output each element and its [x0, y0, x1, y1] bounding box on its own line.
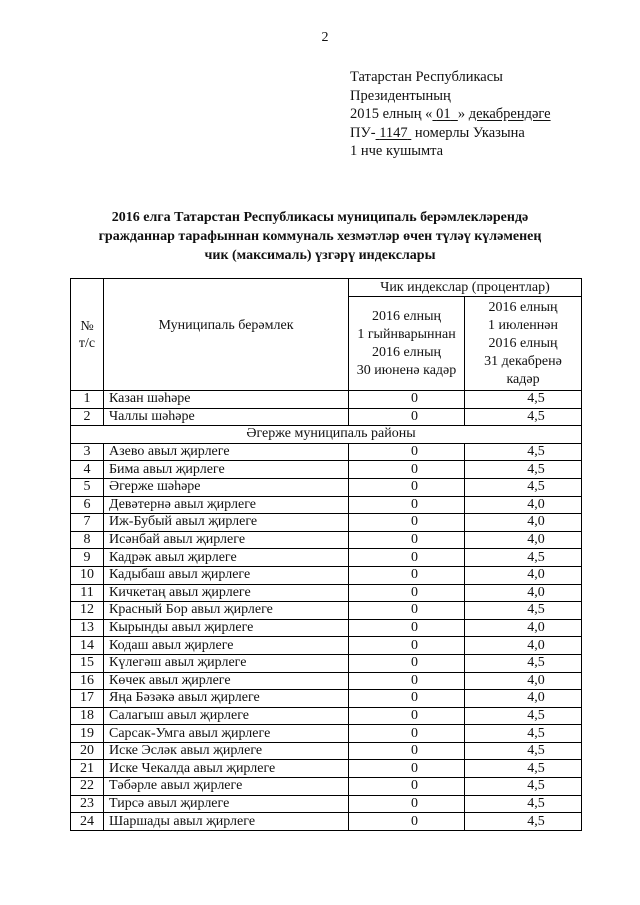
table-row	[71, 549, 582, 567]
header-first-half-line: 2016 елның	[371, 344, 442, 360]
page-number: 2	[321, 30, 329, 45]
municipality-name: Бима авыл җирлеге	[104, 461, 349, 479]
index-second-half: 4,5	[465, 602, 582, 620]
municipality-name: Салагыш авыл җирлеге	[104, 707, 349, 725]
row-number: 21	[71, 760, 104, 778]
header-first-half-line: 2016 елның	[371, 308, 442, 324]
appendix-president: Президентының	[350, 87, 451, 104]
table-row	[71, 566, 582, 584]
header-first-half-line: 30 июненә кадәр	[356, 362, 457, 378]
index-first-half: 0	[349, 566, 465, 584]
table-row	[71, 496, 582, 514]
section-row	[71, 426, 582, 444]
municipality-name: Кодаш авыл җирлеге	[104, 637, 349, 655]
municipality-name: Чаллы шәһәре	[104, 408, 349, 426]
index-table	[70, 278, 582, 831]
appendix-label: 1 нче кушымта	[350, 143, 444, 160]
index-first-half: 0	[349, 584, 465, 602]
municipality-name: Красный Бор авыл җирлеге	[104, 602, 349, 620]
index-second-half: 4,5	[465, 549, 582, 567]
row-number: 19	[71, 725, 104, 743]
title-line-3: чик (максималь) үзгәрү индекслары	[204, 248, 436, 263]
index-first-half: 0	[349, 619, 465, 637]
index-second-half: 4,5	[465, 443, 582, 461]
appendix-decree-number	[350, 124, 551, 143]
table-row	[71, 443, 582, 461]
row-number: 18	[71, 707, 104, 725]
row-number: 17	[71, 690, 104, 708]
decree-number-prefix: ПУ-	[350, 124, 376, 141]
table-row	[71, 813, 582, 831]
index-first-half: 0	[349, 549, 465, 567]
index-first-half: 0	[349, 478, 465, 496]
row-number: 5	[71, 478, 104, 496]
row-number: 20	[71, 742, 104, 760]
header-first-half-line: 1 гыйнварыннан	[357, 326, 456, 342]
index-second-half: 4,0	[465, 672, 582, 690]
municipality-name: Тәбәрле авыл җирлеге	[104, 778, 349, 796]
index-second-half: 4,0	[465, 584, 582, 602]
table-row	[71, 637, 582, 655]
row-number: 15	[71, 654, 104, 672]
municipality-name: Кырынды авыл җирлеге	[104, 619, 349, 637]
decree-date-close: »	[457, 106, 466, 123]
index-first-half: 0	[349, 795, 465, 813]
appendix-republic: Татарстан Республикасы	[350, 69, 503, 85]
table-row	[71, 778, 582, 796]
table-row	[71, 461, 582, 479]
municipality-name: Көчек авыл җирлеге	[104, 672, 349, 690]
table-row	[71, 654, 582, 672]
header-second-half-line: 2016 елның	[488, 335, 558, 351]
table-row	[71, 391, 582, 409]
municipality-name: Иске Эсләк авыл җирлеге	[104, 742, 349, 760]
row-number: 16	[71, 672, 104, 690]
table-row	[71, 514, 582, 532]
header-number	[71, 279, 104, 391]
index-second-half: 4,0	[465, 619, 582, 637]
table-header-row	[71, 279, 582, 297]
index-first-half: 0	[349, 637, 465, 655]
header-second-half-line: 31 декабренә	[484, 353, 562, 369]
row-number: 10	[71, 566, 104, 584]
index-second-half: 4,5	[465, 478, 582, 496]
index-second-half: 4,0	[465, 496, 582, 514]
row-number: 11	[71, 584, 104, 602]
municipality-name: Азево авыл җирлеге	[104, 443, 349, 461]
municipality-name: Шаршады авыл җирлеге	[104, 813, 349, 831]
index-second-half: 4,5	[465, 707, 582, 725]
row-number: 8	[71, 531, 104, 549]
table-row	[71, 725, 582, 743]
decree-month: декабрендәге	[468, 106, 551, 123]
title-line-1: 2016 елга Татарстан Республикасы муниципаль берәмлекләрендә	[111, 210, 529, 225]
municipality-name: Иж-Бубый авыл җирлеге	[104, 514, 349, 532]
index-second-half: 4,0	[465, 637, 582, 655]
row-number: 4	[71, 461, 104, 479]
row-number: 22	[71, 778, 104, 796]
index-second-half: 4,0	[465, 566, 582, 584]
index-second-half: 4,5	[465, 795, 582, 813]
index-first-half: 0	[349, 813, 465, 831]
appendix-decree-date	[350, 105, 551, 124]
index-second-half: 4,5	[465, 391, 582, 409]
index-first-half: 0	[349, 690, 465, 708]
table-row	[71, 531, 582, 549]
header-municipality: Муниципаль берәмлек	[104, 279, 349, 391]
index-second-half: 4,5	[465, 725, 582, 743]
index-first-half: 0	[349, 602, 465, 620]
municipality-name: Кадыбаш авыл җирлеге	[104, 566, 349, 584]
index-first-half: 0	[349, 760, 465, 778]
row-number: 23	[71, 795, 104, 813]
decree-day-underline	[432, 106, 457, 122]
header-second-half-line: 2016 елның	[488, 299, 558, 315]
index-second-half: 4,5	[465, 461, 582, 479]
index-first-half: 0	[349, 707, 465, 725]
table-row	[71, 478, 582, 496]
row-number: 12	[71, 602, 104, 620]
table-row	[71, 690, 582, 708]
index-first-half: 0	[349, 496, 465, 514]
index-second-half: 4,0	[465, 690, 582, 708]
row-number: 24	[71, 813, 104, 831]
row-number: 2	[71, 408, 104, 426]
municipality-name: Кадрәк авыл җирлеге	[104, 549, 349, 567]
table-row	[71, 760, 582, 778]
municipality-name: Сарсак-Умга авыл җирлеге	[104, 725, 349, 743]
district-name: Әгерже муниципаль районы	[71, 426, 582, 444]
row-number: 7	[71, 514, 104, 532]
municipality-name: Девәтернә авыл җирлеге	[104, 496, 349, 514]
index-first-half: 0	[349, 514, 465, 532]
municipality-name: Тирсә авыл җирлеге	[104, 795, 349, 813]
municipality-name: Яңа Бәзәкә авыл җирлеге	[104, 690, 349, 708]
title-line-2: гражданнар тарафыннан коммуналь хезмәтләр өчен түләү күләменең	[98, 229, 542, 244]
row-number: 9	[71, 549, 104, 567]
decree-number-suffix: номерлы Указына	[414, 124, 525, 141]
index-first-half: 0	[349, 443, 465, 461]
row-number: 13	[71, 619, 104, 637]
index-first-half: 0	[349, 654, 465, 672]
index-second-half: 4,5	[465, 813, 582, 831]
index-second-half: 4,0	[465, 531, 582, 549]
decree-date-prefix: 2015 елның «	[350, 106, 433, 123]
table-row	[71, 707, 582, 725]
table-row	[71, 672, 582, 690]
decree-number-underline	[376, 125, 412, 141]
municipality-name: Күлегәш авыл җирлеге	[104, 654, 349, 672]
index-first-half: 0	[349, 742, 465, 760]
index-first-half: 0	[349, 531, 465, 549]
index-second-half: 4,5	[465, 778, 582, 796]
index-second-half: 4,0	[465, 514, 582, 532]
table-row	[71, 795, 582, 813]
municipality-name: Иске Чекалда авыл җирлеге	[104, 760, 349, 778]
header-second-half-line: кадәр	[506, 371, 540, 387]
header-number-sign: №	[80, 318, 94, 334]
document-title	[40, 208, 600, 265]
decree-number: 1147	[379, 124, 408, 141]
index-first-half: 0	[349, 672, 465, 690]
municipality-name: Казан шәһәре	[104, 391, 349, 409]
table-row	[71, 619, 582, 637]
row-number: 3	[71, 443, 104, 461]
index-second-half: 4,5	[465, 654, 582, 672]
municipality-name: Исәнбай авыл җирлеге	[104, 531, 349, 549]
municipality-name: Әгерже шәһәре	[104, 478, 349, 496]
index-first-half: 0	[349, 461, 465, 479]
header-number-abbr: т/с	[78, 335, 96, 351]
row-number: 1	[71, 391, 104, 409]
municipality-name: Кичкетаң авыл җирлеге	[104, 584, 349, 602]
appendix-reference	[350, 68, 551, 161]
table-row	[71, 742, 582, 760]
table-row	[71, 584, 582, 602]
index-first-half: 0	[349, 778, 465, 796]
index-second-half: 4,5	[465, 760, 582, 778]
index-first-half: 0	[349, 408, 465, 426]
header-second-half	[465, 297, 582, 391]
header-first-half	[349, 297, 465, 391]
row-number: 6	[71, 496, 104, 514]
decree-day: 01	[436, 106, 451, 123]
index-second-half: 4,5	[465, 742, 582, 760]
header-second-half-line: 1 июленнән	[488, 317, 558, 333]
table-row	[71, 602, 582, 620]
index-first-half: 0	[349, 391, 465, 409]
row-number: 14	[71, 637, 104, 655]
header-index-group: Чик индекслар (процентлар)	[349, 279, 582, 297]
index-first-half: 0	[349, 725, 465, 743]
table-row	[71, 408, 582, 426]
index-second-half: 4,5	[465, 408, 582, 426]
